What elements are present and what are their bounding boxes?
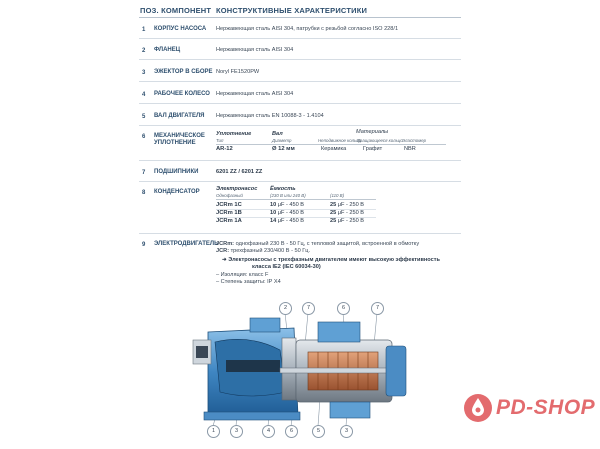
material-1-header: Неподвижное кольцо: [318, 138, 362, 143]
capacity-110-header: (110 В): [330, 193, 345, 198]
capacitance-230-value: 14: [270, 218, 277, 224]
capacitance-110-value: 25: [330, 210, 337, 216]
row-component: КОНДЕНСАТОР: [154, 189, 200, 195]
header-characteristics: КОНСТРУКТИВНЫЕ ХАРАКТЕРИСТИКИ: [216, 6, 368, 15]
capacitance-230-value: 10: [270, 210, 277, 216]
row-component: ВАЛ ДВИГАТЕЛЯ: [154, 113, 205, 119]
motor-three-phase-label: JCR:: [216, 248, 230, 254]
callout-marker: 7: [371, 302, 384, 315]
motor-protection: – Степень защиты: IP X4: [216, 279, 281, 285]
callout-marker: 1: [207, 425, 220, 438]
capacitance-110-value: 25: [330, 202, 337, 208]
motor-insulation: – Изоляция: класс F: [216, 272, 269, 278]
motor-efficiency-note: ➜ Электронасосы с трехфазным двигателем имеют высокую эффективность: [222, 257, 440, 263]
capacitance-110-unit: μF - 250 В: [337, 202, 365, 208]
capacitance-110-unit: μF - 250 В: [337, 210, 365, 216]
row-component: КОРПУС НАСОСА: [154, 26, 207, 32]
material-2-header: Вращающееся кольцо: [357, 138, 403, 143]
capacitor-model: JCRm 1A: [216, 218, 242, 224]
motor-efficiency-class: класса IE2 (IEC 60034-30): [252, 264, 321, 270]
callout-marker: 6: [285, 425, 298, 438]
motor-single-phase-label: JCRm:: [216, 241, 235, 247]
capacitor-model: JCRm 1C: [216, 202, 242, 208]
row-number: 5: [142, 114, 146, 120]
row-number: 7: [142, 170, 146, 176]
row-component: ЭЖЕКТОР В СБОРЕ: [154, 69, 213, 75]
capacitance-230-unit: μF - 450 В: [277, 202, 305, 208]
callout-marker: 4: [262, 425, 275, 438]
row-component-line2: УПЛОТНЕНИЕ: [154, 140, 196, 146]
seal-type-value: AR-12: [216, 146, 233, 152]
motor-single-phase-desc: однофазный 230 В - 50 Гц, с тепловой защитой, встроенной в обмотку: [235, 241, 420, 247]
row-component: ФЛАНЕЦ: [154, 47, 181, 53]
row-description: Нержавеющая сталь AISI 304: [216, 47, 294, 53]
row-component: ЭЛЕКТРОДВИГАТЕЛЬ: [154, 241, 219, 247]
shaft-header: Вал: [272, 131, 283, 137]
material-3-header: Эластомер: [402, 138, 427, 143]
row-number: 1: [142, 27, 146, 33]
callout-marker: 2: [279, 302, 292, 315]
pump-header-sub: Однофазный: [216, 193, 243, 198]
shaft-header-sub: Диаметр: [272, 138, 292, 143]
callout-marker: 6: [337, 302, 350, 315]
row-component: РАБОЧЕЕ КОЛЕСО: [154, 91, 210, 97]
row-number: 9: [142, 242, 146, 248]
row-number: 2: [142, 48, 146, 54]
row-number: 4: [142, 92, 146, 98]
row-description: Нержавеющая сталь AISI 304: [216, 91, 294, 97]
motor-three-phase-desc: трехфазный 230/400 В - 50 Гц.: [230, 248, 311, 254]
seal-header-sub: Тип: [216, 138, 224, 143]
callout-marker: 3: [340, 425, 353, 438]
pump-header: Электронасос: [216, 186, 258, 192]
row-description: Нержавеющая сталь EN 10088-3 - 1.4104: [216, 113, 324, 119]
callout-marker: 5: [312, 425, 325, 438]
row-description: Нержавеющая сталь AISI 304, патрубки с резьбой согласно ISO 228/1: [216, 26, 399, 32]
capacity-230-header: (230 В или 240 В): [270, 193, 306, 198]
row-number: 8: [142, 190, 146, 196]
row-description: 6201 ZZ / 6201 ZZ: [216, 169, 263, 175]
row-description: Noryl FE1520PW: [216, 69, 260, 75]
capacitance-230-value: 10: [270, 202, 277, 208]
row-number: 3: [142, 70, 146, 76]
material-2-value: Графит: [363, 146, 383, 152]
header-position-component: ПОЗ. КОМПОНЕНТ: [140, 6, 212, 15]
capacitance-230-unit: μF - 450 В: [277, 218, 305, 224]
capacitance-110-unit: μF - 250 В: [337, 218, 365, 224]
logo-text: PD-SHOP: [496, 396, 596, 419]
material-1-value: Керамика: [321, 146, 347, 152]
capacitor-model: JCRm 1B: [216, 210, 242, 216]
pd-shop-logo: [462, 392, 596, 424]
capacitance-110-value: 25: [330, 218, 337, 224]
row-component: ПОДШИПНИКИ: [154, 169, 199, 175]
row-number: 6: [142, 134, 146, 140]
capacitance-230-unit: μF - 450 В: [277, 210, 305, 216]
capacity-header: Ёмкость: [270, 186, 296, 192]
callout-marker: 3: [230, 425, 243, 438]
shaft-diameter-value: Ø 12 мм: [272, 146, 295, 152]
callout-marker: 7: [302, 302, 315, 315]
seal-header: Уплотнение: [216, 131, 252, 137]
row-component-line1: МЕХАНИЧЕСКОЕ: [154, 133, 205, 139]
materials-header: Материалы: [356, 129, 389, 135]
material-3-value: NBR: [404, 146, 416, 152]
